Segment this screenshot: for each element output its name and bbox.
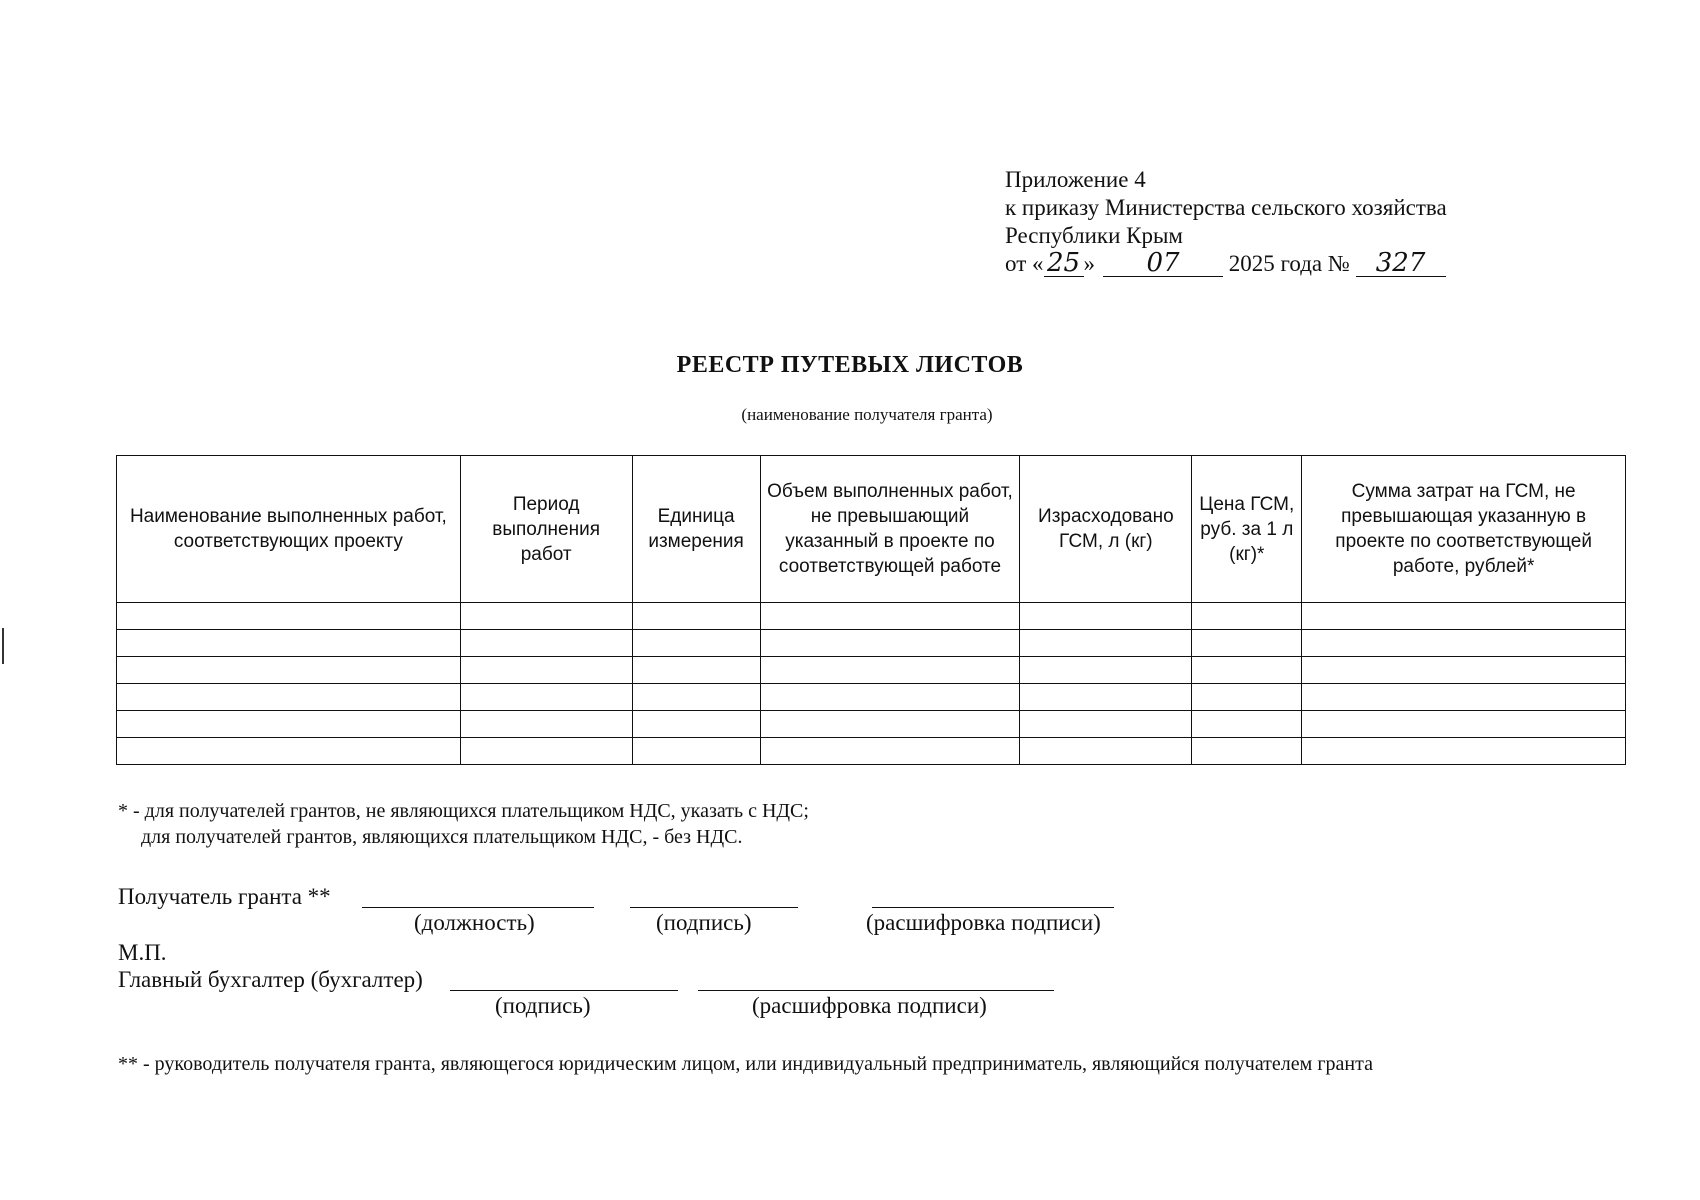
table-cell[interactable] xyxy=(760,603,1020,630)
table-cell[interactable] xyxy=(760,684,1020,711)
recipient-transcript-line[interactable] xyxy=(872,907,1114,908)
table-cell[interactable] xyxy=(760,711,1020,738)
table-cell[interactable] xyxy=(117,738,461,765)
table-cell[interactable] xyxy=(1302,738,1626,765)
table-cell[interactable] xyxy=(1020,738,1192,765)
table-cell[interactable] xyxy=(1192,738,1302,765)
header-fuel-price: Цена ГСМ, руб. за 1 л (кг)* xyxy=(1192,456,1302,603)
table-cell[interactable] xyxy=(632,603,760,630)
signature-caption: (подпись) xyxy=(656,910,752,935)
table-cell[interactable] xyxy=(632,657,760,684)
table-cell[interactable] xyxy=(117,630,461,657)
recipient-signature-line[interactable] xyxy=(630,907,798,908)
header-fuel-cost: Сумма затрат на ГСМ, не превышающая указанную в проекте по соответствующей работе, рублей* xyxy=(1302,456,1626,603)
table-cell[interactable] xyxy=(1020,657,1192,684)
appendix-block xyxy=(1005,166,1447,278)
table-cell[interactable] xyxy=(1192,603,1302,630)
table-cell[interactable] xyxy=(1302,657,1626,684)
header-unit: Единица измерения xyxy=(632,456,760,603)
table-cell[interactable] xyxy=(1020,684,1192,711)
accountant-signature-caption: (подпись) xyxy=(495,993,591,1018)
order-month: 07 xyxy=(1103,250,1223,277)
accountant-label: Главный бухгалтер (бухгалтер) xyxy=(118,967,423,992)
table-cell[interactable] xyxy=(1192,630,1302,657)
table-row xyxy=(117,738,1626,765)
table-cell[interactable] xyxy=(632,684,760,711)
table-cell[interactable] xyxy=(1302,603,1626,630)
table-cell[interactable] xyxy=(1302,684,1626,711)
table-cell[interactable] xyxy=(460,657,632,684)
stamp-place: М.П. xyxy=(118,940,167,965)
vat-note-line-2: для получателей грантов, являющихся плательщиком НДС, - без НДС. xyxy=(141,826,743,848)
table-cell[interactable] xyxy=(760,738,1020,765)
recipient-position-line[interactable] xyxy=(362,907,594,908)
date-close-quote: » xyxy=(1083,251,1095,276)
appendix-line-1: Приложение 4 xyxy=(1005,167,1146,192)
table-cell[interactable] xyxy=(460,603,632,630)
footnote-recipient: ** - руководитель получателя гранта, являющегося юридическим лицом, или индивидуальный предприниматель, являющийся получателем гранта xyxy=(118,1053,1373,1075)
table-cell[interactable] xyxy=(1020,603,1192,630)
table-cell[interactable] xyxy=(460,711,632,738)
appendix-line-3: Республики Крым xyxy=(1005,223,1183,248)
table-row xyxy=(117,657,1626,684)
recipient-name-caption: (наименование получателя гранта) xyxy=(741,405,993,424)
accountant-transcript-line[interactable] xyxy=(698,990,1054,991)
accountant-transcript-caption: (расшифровка подписи) xyxy=(752,993,987,1018)
table-cell[interactable] xyxy=(1302,630,1626,657)
table-cell[interactable] xyxy=(460,738,632,765)
table-cell[interactable] xyxy=(117,657,461,684)
table-cell[interactable] xyxy=(1020,630,1192,657)
table-header-row xyxy=(117,456,1626,603)
table-cell[interactable] xyxy=(1020,711,1192,738)
table-row xyxy=(117,711,1626,738)
table-cell[interactable] xyxy=(760,630,1020,657)
table-cell[interactable] xyxy=(632,711,760,738)
table-cell[interactable] xyxy=(460,630,632,657)
order-number: 327 xyxy=(1356,250,1446,277)
table-cell[interactable] xyxy=(632,630,760,657)
table-cell[interactable] xyxy=(117,603,461,630)
table-cell[interactable] xyxy=(1192,711,1302,738)
accountant-signature-line[interactable] xyxy=(450,990,678,991)
table-row xyxy=(117,684,1626,711)
waybill-registry-table xyxy=(116,455,1626,765)
date-prefix: от « xyxy=(1005,251,1044,276)
table-cell[interactable] xyxy=(117,711,461,738)
table-cell[interactable] xyxy=(1192,684,1302,711)
order-day: 25 xyxy=(1044,250,1084,277)
table-cell[interactable] xyxy=(1302,711,1626,738)
header-fuel-used: Израсходовано ГСМ, л (кг) xyxy=(1020,456,1192,603)
document-title: РЕЕСТР ПУТЕВЫХ ЛИСТОВ xyxy=(676,352,1024,378)
table-cell[interactable] xyxy=(632,738,760,765)
table-cell[interactable] xyxy=(1192,657,1302,684)
table-body xyxy=(117,603,1626,765)
table-cell[interactable] xyxy=(117,684,461,711)
header-work-name: Наименование выполненных работ, соответствующих проекту xyxy=(117,456,461,603)
table-cell[interactable] xyxy=(460,684,632,711)
table-row xyxy=(117,603,1626,630)
table-cell[interactable] xyxy=(760,657,1020,684)
recipient-label: Получатель гранта ** xyxy=(118,884,331,909)
header-work-period: Период выполнения работ xyxy=(460,456,632,603)
scan-edge-mark xyxy=(2,628,4,664)
table-row xyxy=(117,630,1626,657)
order-year: 2025 года № xyxy=(1228,251,1350,276)
header-work-volume: Объем выполненных работ, не превышающий указанный в проекте по соответствующей работе xyxy=(760,456,1020,603)
vat-note-line-1: * - для получателей грантов, не являющихся плательщиком НДС, указать с НДС; xyxy=(118,800,809,822)
transcript-caption: (расшифровка подписи) xyxy=(866,910,1101,935)
vat-notes xyxy=(118,798,809,850)
position-caption: (должность) xyxy=(414,910,535,935)
appendix-line-2: к приказу Министерства сельского хозяйства xyxy=(1005,195,1447,220)
appendix-date-line xyxy=(1005,250,1447,278)
